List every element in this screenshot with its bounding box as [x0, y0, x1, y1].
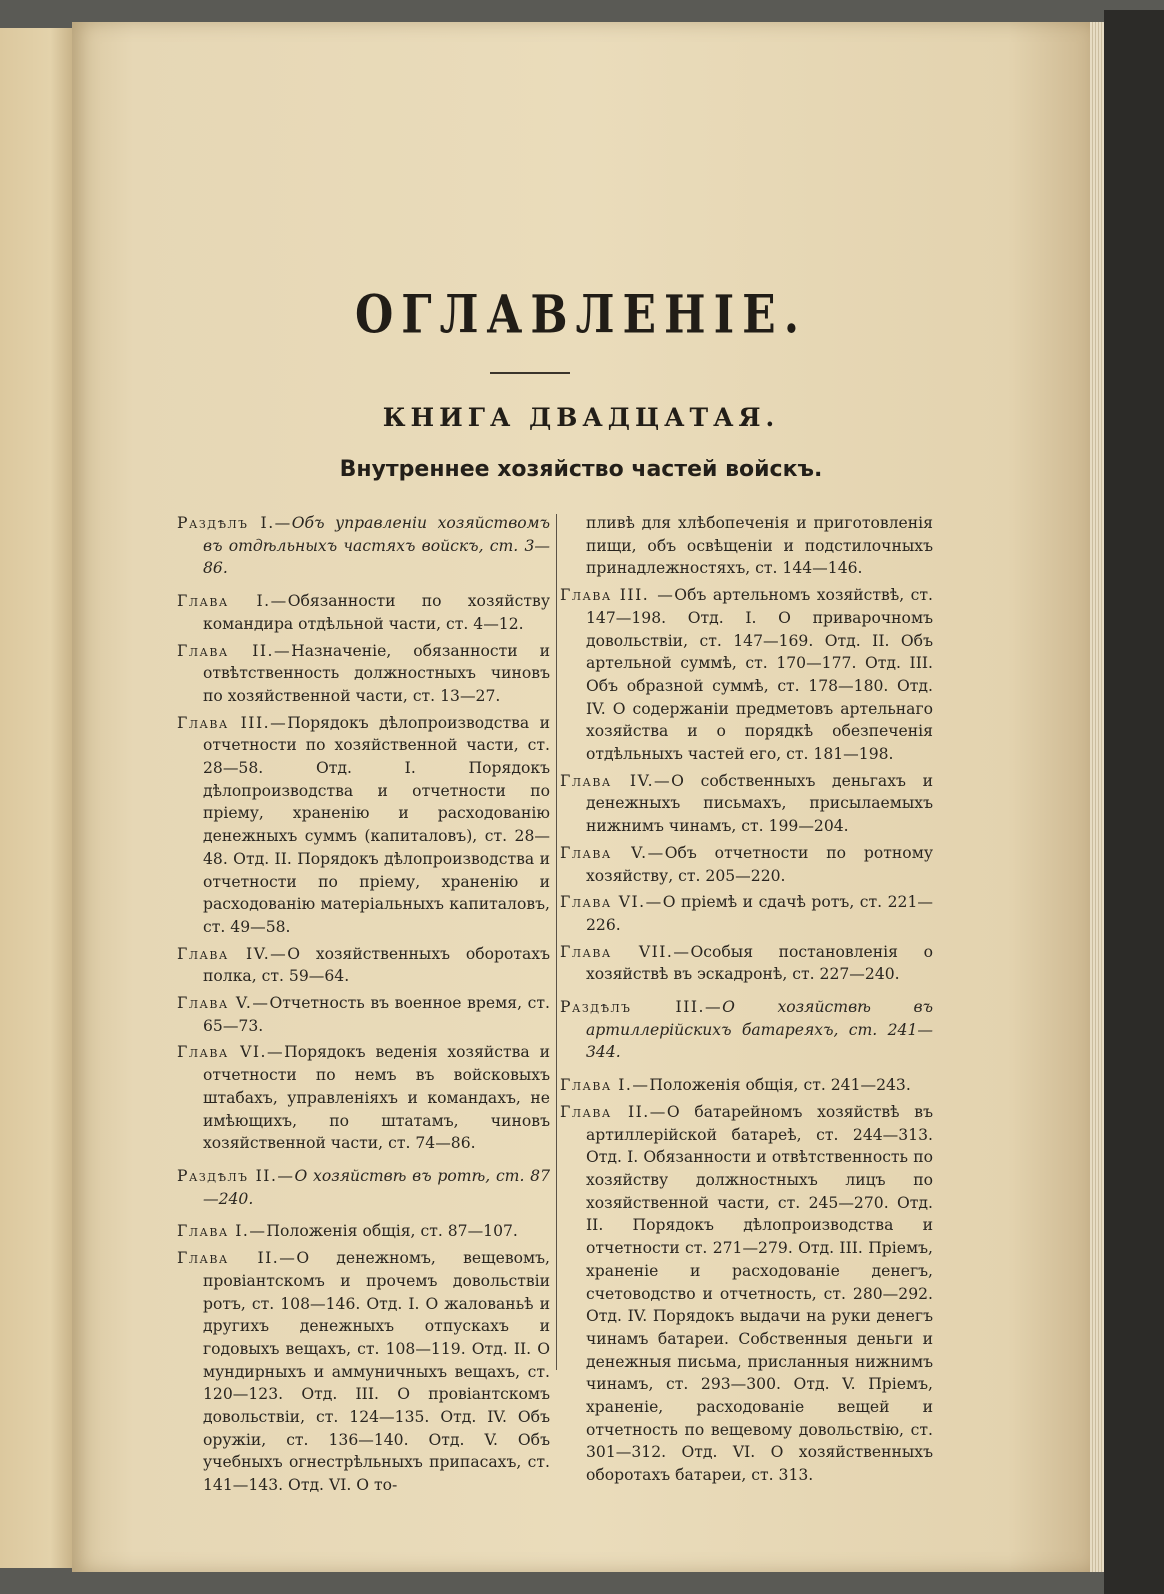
toc-section-entry	[177, 512, 550, 580]
toc-entry-text: Положенія общія, ст. 241—243.	[649, 1076, 911, 1095]
toc-entry-text: пливѣ для хлѣбопеченія и приготовленія пищи, объ освѣщеніи и подстилочныхъ принадлежностяхъ, ст. 144—146.	[586, 514, 933, 578]
toc-entry-label: Глава II.—	[560, 1102, 667, 1121]
toc-chapter-entry	[177, 590, 550, 635]
column-divider	[556, 514, 557, 1370]
facing-page-edge	[0, 28, 73, 1568]
toc-entry-text: Особыя постановленія о хозяйствѣ въ эскадронѣ, ст. 227—240.	[586, 942, 933, 984]
toc-entry-label: Раздѣлъ III.—	[560, 998, 723, 1017]
toc-right-column	[560, 512, 933, 1491]
toc-section-entry	[177, 1165, 550, 1210]
toc-chapter-entry	[177, 943, 550, 988]
toc-entry-label: Глава I.—	[560, 1076, 650, 1095]
toc-chapter-entry	[560, 891, 933, 936]
toc-entry-text: Назначеніе, обязанности и отвѣтственность должностныхъ чиновъ по хозяйственной части, ст. 13—27.	[203, 641, 550, 705]
toc-chapter-entry	[177, 992, 550, 1037]
toc-entry-text: О денежномъ, вещевомъ, провіантскомъ и прочемъ довольствіи ротъ, ст. 108—146. Отд. I. О жалованьѣ и другихъ денежныхъ отпускахъ и годовыхъ вещахъ, ст. 108—119. Отд. II. О мундирныхъ и аммуничныхъ вещахъ, ст. 120—123. Отд. III. О провіантскомъ довольствіи, ст. 124—135. Отд. IV. Объ оружіи, ст. 136—140. Отд. V. Объ учебныхъ огнестрѣльныхъ припасахъ, ст. 141—143. Отд. VI. О то-	[203, 1249, 550, 1495]
toc-entry-label: Раздѣлъ II.—	[177, 1166, 295, 1185]
toc-entry-label: Глава II.—	[177, 1249, 297, 1268]
page-block-edge	[1090, 22, 1104, 1572]
book-subtitle: Внутреннее хозяйство частей войскъ.	[339, 457, 823, 482]
toc-entry-text: Объ отчетности по ротному хозяйству, ст. 205—220.	[586, 843, 934, 885]
toc-entry-label: Глава II.—	[177, 641, 292, 660]
toc-entry-label: Глава VII.—	[560, 942, 691, 961]
toc-entry-text: О пріемѣ и сдачѣ ротъ, ст. 221—226.	[586, 893, 933, 934]
toc-entry-label: Глава VI.—	[560, 893, 663, 912]
toc-chapter-entry	[177, 1220, 550, 1243]
book-heading: КНИГА ДВАДЦАТАЯ.	[382, 403, 780, 432]
toc-entry-label: Глава V.—	[560, 843, 665, 862]
toc-chapter-entry	[560, 842, 933, 887]
toc-entry-text: Обязанности по хозяйству командира отдѣльной части, ст. 4—12.	[203, 592, 550, 633]
toc-entry-text: О хозяйствѣ въ ротѣ, ст. 87—240.	[203, 1166, 550, 1208]
toc-entry-label: Глава III. —	[560, 586, 675, 605]
toc-entry-text: О хозяйствѣ въ артиллерійскихъ батареяхъ, ст. 241—344.	[586, 998, 933, 1062]
page-title: ОГЛАВЛЕНІЕ.	[354, 285, 808, 346]
toc-entry-label: Глава IV.—	[177, 944, 288, 963]
toc-entry-text: Положенія общія, ст. 87—107.	[266, 1222, 518, 1241]
toc-entry-label: Глава V.—	[177, 994, 270, 1013]
toc-section-entry	[560, 996, 933, 1064]
toc-entry-label: Глава I.—	[177, 1222, 267, 1241]
toc-chapter-entry	[177, 1041, 550, 1155]
toc-entry-text: Порядокъ веденія хозяйства и отчетности по немъ въ войсковыхъ штабахъ, управленіяхъ и командахъ, не имѣющихъ, по штатамъ, чиновъ хозяйственной части, ст. 74—86.	[203, 1043, 551, 1153]
toc-entry-label: Раздѣлъ I.—	[177, 514, 292, 532]
toc-chapter-entry	[177, 640, 550, 708]
toc-chapter-entry	[560, 584, 933, 766]
title-rule	[490, 372, 570, 374]
toc-entry-label: Глава I.—	[177, 592, 288, 611]
toc-chapter-entry	[560, 1101, 933, 1487]
toc-chapter-entry	[177, 712, 550, 939]
toc-entry-text: Объ управленіи хозяйствомъ въ отдѣльныхъ частяхъ войскъ, ст. 3—86.	[203, 514, 550, 578]
toc-left-column	[177, 512, 550, 1501]
toc-entry-continuation	[560, 512, 933, 580]
toc-entry-text: О собственныхъ деньгахъ и денежныхъ письмахъ, присылаемыхъ нижнимъ чинамъ, ст. 199—204.	[586, 771, 933, 836]
toc-entry-text: О батарейномъ хозяйствѣ въ артиллерійской батареѣ, ст. 244—313. Отд. I. Обязанности и отвѣтственность по хозяйству должностныхъ лицъ по хозяйственной части, ст. 245—270. Отд. II. Порядокъ дѣлопроизводства и отчетности ст. 271—279. Отд. III. Пріемъ, храненіе и расходованіе денегъ, счетоводство и отчетность, ст. 280—292. Отд. IV. Порядокъ выдачи на руки денегъ чинамъ батареи. Собственныя деньги и денежныя письма, присланныя нижнимъ чинамъ, ст. 293—300. Отд. V. Пріемъ, храненіе, расходованіе вещей и отчетность по вещевому довольствію, ст. 301—312. Отд. VI. О хозяйственныхъ оборотахъ батареи, ст. 313.	[586, 1102, 933, 1485]
toc-entry-text: Отчетность въ военное время, ст. 65—73.	[203, 994, 550, 1035]
toc-entry-label: Глава VI.—	[177, 1043, 285, 1062]
toc-chapter-entry	[177, 1247, 550, 1497]
toc-entry-label: Глава III.—	[177, 713, 288, 732]
toc-chapter-entry	[560, 1074, 933, 1097]
toc-entry-text: Порядокъ дѣлопроизводства и отчетности по хозяйственной части, ст. 28—58. Отд. I. Порядокъ дѣлопроизводства и отчетности по пріему, храненію и расходованію денежныхъ суммъ (капиталовъ), ст. 28—48. Отд. II. Порядокъ дѣлопроизводства и отчетности по пріему, храненію и расходованію матеріальныхъ капиталовъ, ст. 49—58.	[203, 713, 550, 936]
toc-chapter-entry	[560, 941, 933, 986]
toc-entry-label: Глава IV.—	[560, 771, 672, 790]
book-cover-edge	[1104, 10, 1164, 1594]
toc-entry-text: О хозяйственныхъ оборотахъ полка, ст. 59—64.	[203, 944, 550, 986]
toc-entry-text: Объ артельномъ хозяйствѣ, ст. 147—198. Отд. I. О приварочномъ довольствіи, ст. 147—169. Отд. II. Объ артельной суммѣ, ст. 170—177. Отд. III. Объ образной суммѣ, ст. 178—180. Отд. IV. О содержаніи предметовъ артельнаго хозяйства и о порядкѣ обезпеченія отдѣльныхъ частей его, ст. 181—198.	[586, 586, 933, 764]
toc-chapter-entry	[560, 770, 933, 838]
